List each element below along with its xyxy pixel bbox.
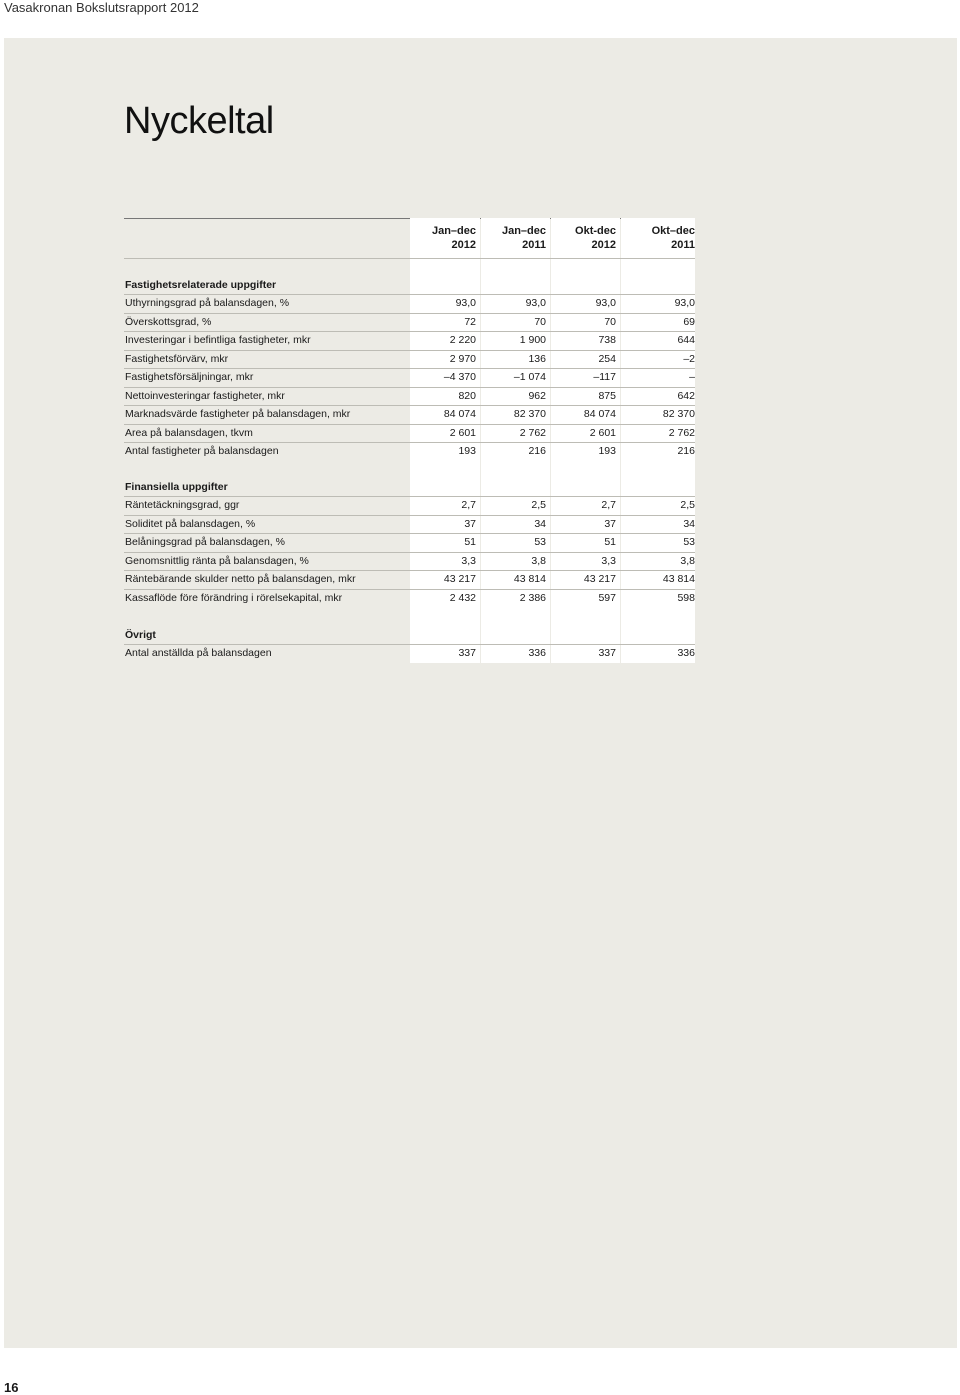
cell-value: 84 074 [443, 408, 476, 420]
row-label: Soliditet på balansdagen, % [125, 517, 256, 530]
document-header: Vasakronan Bokslutsrapport 2012 [4, 0, 199, 15]
cell-value: 2,5 [531, 499, 546, 511]
cell-value: 51 [604, 536, 616, 548]
cell-value: 3,8 [680, 554, 695, 567]
cell-value: 53 [683, 536, 695, 548]
table-row [124, 570, 695, 588]
cell-value: 3,3 [461, 554, 476, 567]
column-header-year: 2012 [451, 239, 476, 251]
cell-value: 875 [598, 389, 616, 402]
column-header [615, 224, 695, 252]
cell-value: 2 220 [449, 334, 476, 346]
cell-value: 93,0 [674, 297, 695, 309]
cell-value: 82 370 [662, 408, 695, 420]
column-header-year: 2011 [671, 239, 695, 251]
table-row [124, 424, 695, 442]
section-title: Finansiella uppgifter [125, 481, 228, 493]
cell-value: 82 370 [513, 408, 546, 420]
cell-value: 3,8 [531, 554, 546, 567]
cell-value: 2,7 [601, 499, 616, 511]
cell-value: 51 [464, 536, 476, 548]
cell-value: –1 074 [513, 371, 546, 383]
cell-value: 2 432 [449, 591, 476, 604]
row-label: Marknadsvärde fastigheter på balansdagen, mkr [125, 408, 351, 420]
cell-value: 598 [677, 591, 695, 604]
cell-value: 216 [528, 445, 546, 457]
cell-value: –2 [683, 352, 695, 365]
column-header-year: 2012 [591, 239, 616, 251]
cell-value: 70 [604, 315, 616, 328]
cell-value: 37 [604, 517, 616, 530]
cell-value: 254 [598, 352, 616, 365]
cell-value: 2,5 [680, 499, 695, 511]
cell-value: 53 [534, 536, 546, 548]
column-header-period: Okt–dec [651, 225, 695, 237]
cell-value: 43 217 [443, 573, 476, 585]
cell-value: 2 601 [589, 426, 616, 439]
table-row [124, 515, 695, 533]
section-title: Fastighetsrelaterade uppgifter [125, 279, 277, 291]
cell-value: –4 370 [443, 371, 476, 383]
table-row [124, 405, 695, 423]
cell-value: 193 [458, 445, 476, 457]
table-row [124, 331, 695, 349]
cell-value: 337 [598, 647, 616, 659]
cell-value: 70 [534, 315, 546, 328]
column-header-period: Okt-dec [575, 225, 616, 237]
table-row [124, 589, 695, 607]
cell-value: 93,0 [595, 297, 616, 309]
row-label: Räntetäckningsgrad, ggr [125, 499, 240, 511]
cell-value: 820 [458, 389, 476, 402]
table-row [124, 644, 695, 662]
table-row [124, 350, 695, 368]
cell-value: 43 814 [662, 573, 695, 585]
table-row [124, 496, 695, 514]
column-header-year: 2011 [522, 239, 546, 251]
column-header [536, 224, 616, 252]
row-label: Uthyrningsgrad på balansdagen, % [125, 297, 290, 309]
column-header-period: Jan–dec [431, 225, 476, 237]
row-label: Fastighetsförsäljningar, mkr [125, 371, 254, 383]
cell-value: 2 601 [449, 426, 476, 439]
cell-value: –117 [593, 371, 616, 383]
cell-value: 37 [464, 517, 476, 530]
column-header [466, 224, 546, 252]
row-label: Kassaflöde före förändring i rörelsekapital, mkr [125, 591, 343, 604]
column-header-period: Jan–dec [501, 225, 546, 237]
row-label: Area på balansdagen, tkvm [125, 426, 253, 439]
cell-value: 2 970 [449, 352, 476, 365]
cell-value: 642 [677, 389, 695, 402]
cell-value: 644 [677, 334, 695, 346]
cell-value: 3,3 [601, 554, 616, 567]
cell-value: 2,7 [461, 499, 476, 511]
cell-value: 2 386 [519, 591, 546, 604]
row-label: Investeringar i befintliga fastigheter, mkr [125, 334, 311, 346]
cell-value: 2 762 [668, 426, 695, 439]
cell-value: 2 762 [519, 426, 546, 439]
cell-value: 337 [458, 647, 476, 659]
cell-value: 43 217 [583, 573, 616, 585]
cell-value: 69 [683, 315, 695, 328]
cell-value: 136 [528, 352, 546, 365]
cell-value: 93,0 [525, 297, 546, 309]
table-row [124, 387, 695, 405]
table-row [124, 294, 695, 312]
table-row [124, 368, 695, 386]
page-number: 16 [4, 1380, 19, 1395]
table-row [124, 313, 695, 331]
cell-value: 193 [598, 445, 616, 457]
section-title: Övrigt [125, 629, 156, 641]
header-rule [124, 258, 695, 259]
cell-value: 93,0 [455, 297, 476, 309]
row-label: Fastighetsförvärv, mkr [125, 352, 229, 365]
cell-value: 1 900 [519, 334, 546, 346]
cell-value: 216 [677, 445, 695, 457]
row-label: Antal fastigheter på balansdagen [125, 445, 279, 457]
column-header [396, 224, 476, 252]
table-row [124, 533, 695, 551]
cell-value: 336 [677, 647, 695, 659]
row-label: Antal anställda på balansdagen [125, 647, 272, 659]
row-label: Räntebärande skulder netto på balansdagen, mkr [125, 573, 356, 585]
cell-value: 34 [683, 517, 695, 530]
page-title: Nyckeltal [124, 100, 274, 142]
cell-value: 72 [464, 315, 476, 328]
cell-value: 962 [528, 389, 546, 402]
cell-value: – [689, 371, 695, 383]
row-label: Nettoinvesteringar fastigheter, mkr [125, 389, 285, 402]
cell-value: 336 [528, 647, 546, 659]
row-label: Överskottsgrad, % [125, 315, 212, 328]
cell-value: 84 074 [583, 408, 616, 420]
cell-value: 738 [598, 334, 616, 346]
row-label: Genomsnittlig ränta på balansdagen, % [125, 554, 309, 567]
table-row [124, 442, 695, 460]
cell-value: 34 [534, 517, 546, 530]
cell-value: 43 814 [513, 573, 546, 585]
cell-value: 597 [598, 591, 616, 604]
row-label: Belåningsgrad på balansdagen, % [125, 536, 285, 548]
table-row [124, 552, 695, 570]
